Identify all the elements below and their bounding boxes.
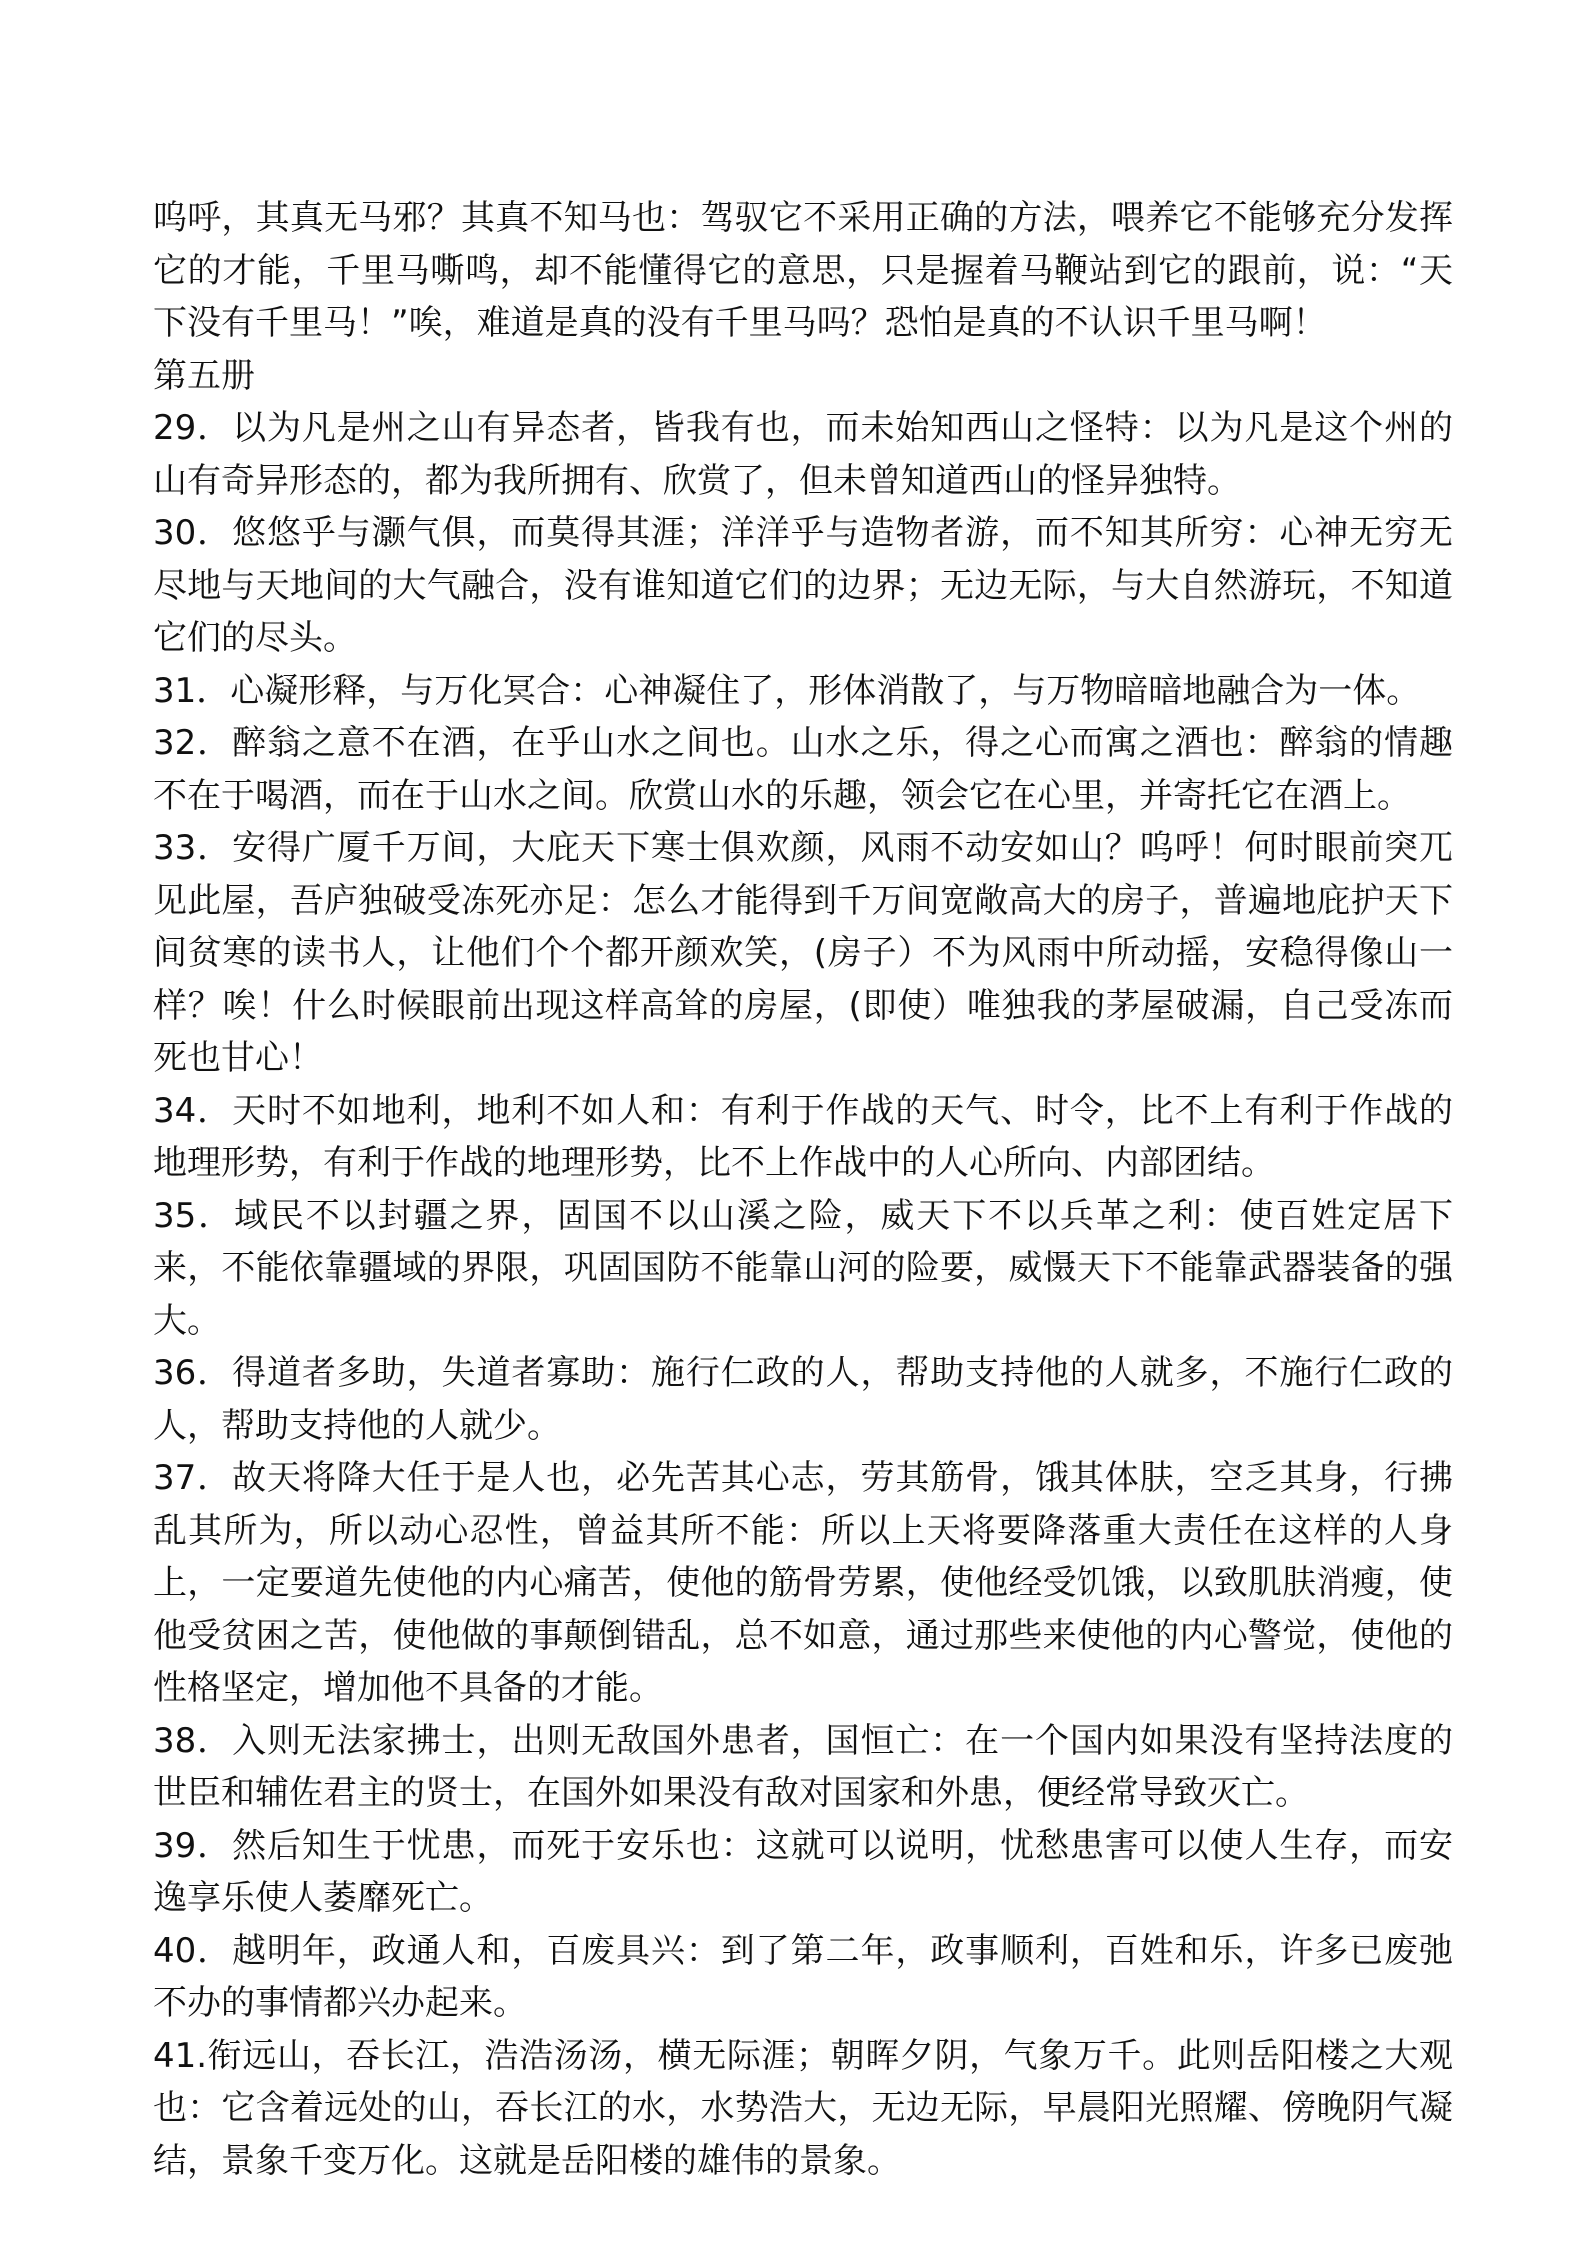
text-paragraph-39: 39．然后知生于忧患，而死于安乐也：这就可以说明，忧愁患害可以使人生存，而安逸享乐使人萎靡死亡。 <box>153 1825 1453 1918</box>
text-paragraph-34: 34．天时不如地利，地利不如人和：有利于作战的天气、时令，比不上有利于作战的地理形势，有利于作战的地理形势，比不上作战中的人心所向、内部团结。 <box>153 1090 1453 1183</box>
text-paragraph-36: 36．得道者多助，失道者寡助：施行仁政的人，帮助支持他的人就多，不施行仁政的人，帮助支持他的人就少。 <box>153 1353 1453 1446</box>
text-paragraph-38: 38．入则无法家拂士，出则无敌国外患者，国恒亡：在一个国内如果没有坚持法度的世臣和辅佐君主的贤士，在国外如果没有敌对国家和外患，便经常导致灭亡。 <box>153 1720 1453 1813</box>
section-heading-volume-5: 第五册 <box>153 355 255 396</box>
text-paragraph-29: 29．以为凡是州之山有异态者，皆我有也，而未始知西山之怪特：以为凡是这个州的山有奇异形态的，都为我所拥有、欣赏了，但未曾知道西山的怪异独特。 <box>153 408 1453 501</box>
text-paragraph-33: 33．安得广厦千万间，大庇天下寒士俱欢颜，风雨不动安如山？呜呼！何时眼前突兀见此屋，吾庐独破受冻死亦足：怎么才能得到千万间宽敞高大的房子，普遍地庇护天下间贫寒的读书人，让他们个个都开颜欢笑，(房子）不为风雨中所动摇，安稳得像山一样？唉！什么时候眼前出现这样高耸的房屋，(即使）唯独我的茅屋破漏，自己受冻而死也甘心！ <box>153 828 1453 1078</box>
text-paragraph-31: 31．心凝形释，与万化冥合：心神凝住了，形体消散了，与万物暗暗地融合为一体。 <box>153 670 1421 711</box>
document-body <box>153 192 1453 2187</box>
text-paragraph-intro: 呜呼，其真无马邪？其真不知马也：驾驭它不采用正确的方法，喂养它不能够充分发挥它的才能，千里马嘶鸣，却不能懂得它的意思，只是握着马鞭站到它的跟前，说：“天下没有千里马！”唉，难道是真的没有千里马吗？恐怕是真的不认识千里马啊！ <box>153 198 1453 343</box>
text-paragraph-41: 41.衔远山，吞长江，浩浩汤汤，横无际涯；朝晖夕阴，气象万千。此则岳阳楼之大观也：它含着远处的山，吞长江的水，水势浩大，无边无际，早晨阳光照耀、傍晚阴气凝结，景象千变万化。这就是岳阳楼的雄伟的景象。 <box>153 2035 1453 2181</box>
text-paragraph-40: 40．越明年，政通人和，百废具兴：到了第二年，政事顺利，百姓和乐，许多已废弛不办的事情都兴办起来。 <box>153 1930 1453 2023</box>
text-paragraph-32: 32．醉翁之意不在酒，在乎山水之间也。山水之乐，得之心而寓之酒也：醉翁的情趣不在于喝酒，而在于山水之间。欣赏山水的乐趣，领会它在心里，并寄托它在酒上。 <box>153 723 1453 816</box>
text-paragraph-30: 30．悠悠乎与灏气俱，而莫得其涯；洋洋乎与造物者游，而不知其所穷：心神无穷无尽地与天地间的大气融合，没有谁知道它们的边界；无边无际，与大自然游玩，不知道它们的尽头。 <box>153 513 1453 658</box>
text-paragraph-37: 37．故天将降大任于是人也，必先苦其心志，劳其筋骨，饿其体肤，空乏其身，行拂乱其所为，所以动心忍性，曾益其所不能：所以上天将要降落重大责任在这样的人身上，一定要道先使他的内心痛苦，使他的筋骨劳累，使他经受饥饿，以致肌肤消瘦，使他受贫困之苦，使他做的事颠倒错乱，总不如意，通过那些来使他的内心警觉，使他的性格坚定，增加他不具备的才能。 <box>153 1458 1453 1708</box>
text-paragraph-35: 35．域民不以封疆之界，固国不以山溪之险，威天下不以兵革之利：使百姓定居下来，不能依靠疆域的界限，巩固国防不能靠山河的险要，威慑天下不能靠武器装备的强大。 <box>153 1195 1453 1341</box>
